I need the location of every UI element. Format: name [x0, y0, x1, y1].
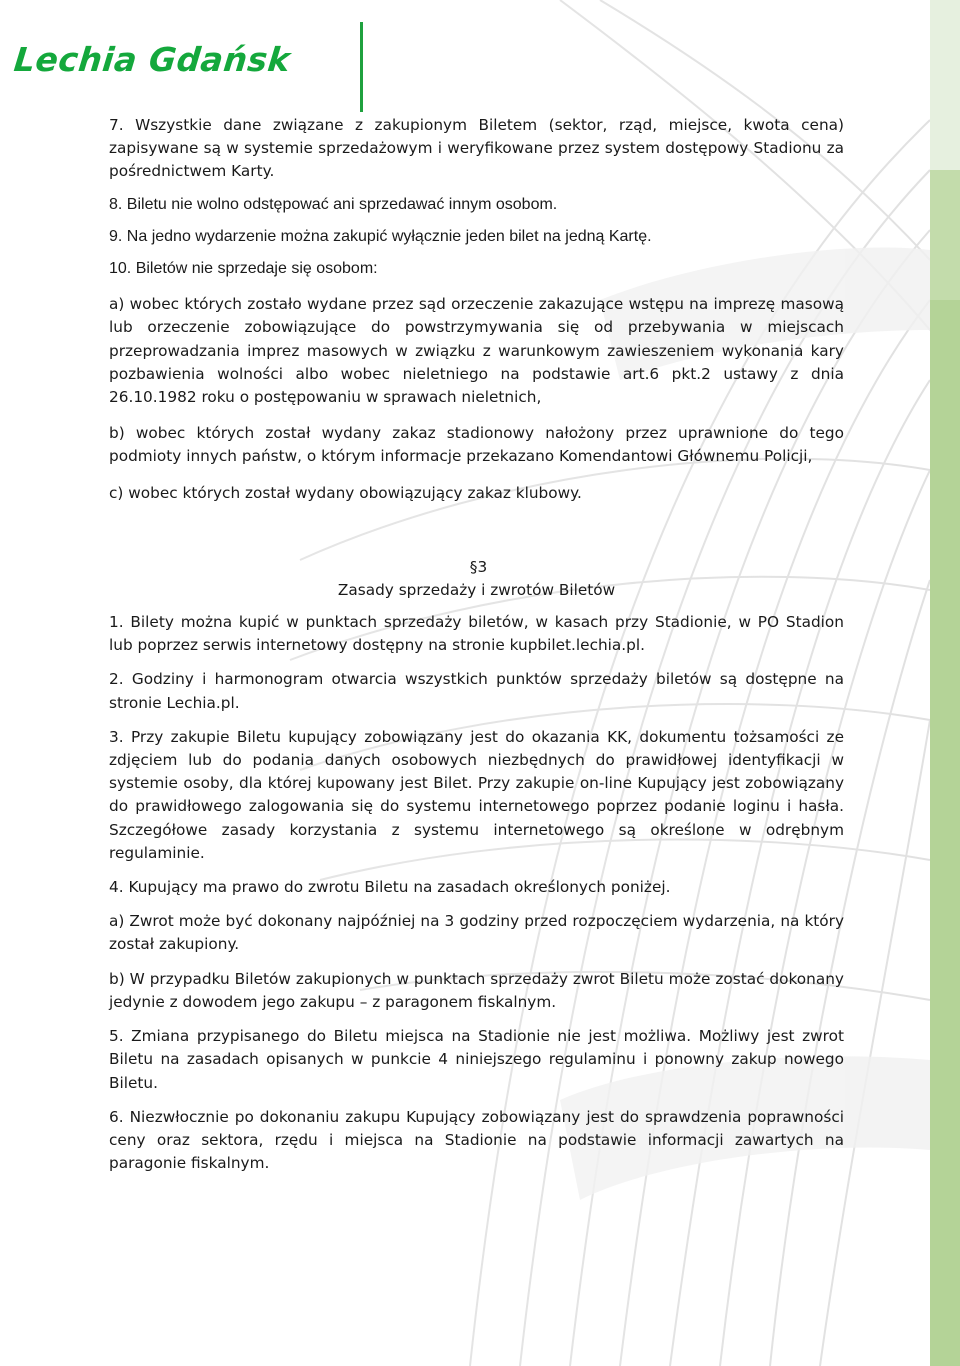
section-paragraph-5: 5. Zmiana przypisanego do Biletu miejsca na Stadionie nie jest możliwa. Możliwy jest zwrot Biletu na zasadach opisanych w punkcie 4 niniejszego regulaminu i ponowny zakup nowego Biletu. [109, 1027, 844, 1092]
logo-divider [360, 22, 363, 112]
section-paragraph-1: 1. Bilety można kupić w punktach sprzedaży biletów, w kasach przy Stadionie, w PO Stadion lub poprzez serwis internetowy dostępny na stronie kupbilet.lechia.pl. [109, 613, 844, 655]
section-number-text: §3 [469, 557, 488, 576]
section-number [109, 556, 844, 579]
section-paragraph-3: 3. Przy zakupie Biletu kupujący zobowiązany jest do okazania KK, dokumentu tożsamości ze zdjęciem lub do podania danych osobowych niezbędnych do prawidłowej identyfikacji w systemie osoby, dla której kupowany jest Bilet. Przy zakupie on-line Kupujący jest zobowiązany do prawidłowego zalogowania się do systemu internetowego poprzez podanie loginu i hasła. Szczegółowe zasady korzystania z systemu internetowego są określone w odrębnym regulaminie. [109, 727, 844, 862]
section-paragraph-4: 4. Kupujący ma prawo do zwrotu Biletu na zasadach określonych poniżej. [109, 878, 671, 897]
section-paragraph-4b: b) W przypadku Biletów zakupionych w punktach sprzedaży zwrot Biletu może zostać dokonany jedynie z dowodem jego zakupu – z paragonem fiskalnym. [109, 969, 844, 1011]
section-title: Zasady sprzedaży i zwrotów Biletów [337, 580, 616, 599]
paragraph-10a: a) wobec których zostało wydane przez sąd orzeczenie zakazujące wstępu na imprezę masową lub orzeczenie zobowiązujące do powstrzymywania się od przebywania w miejscach przeprowadzania imprez masowych w związku z warunkowym zawieszeniem wykonania kary pozbawienia wolności albo wobec nieletniego na podstawie art.6 pkt.2 ustawy z dnia 26.10.1982 roku o postępowaniu w sprawach nieletnich, [109, 295, 844, 407]
section-paragraph-6: 6. Niezwłocznie po dokonaniu zakupu Kupujący zobowiązany jest do sprawdzenia poprawności ceny oraz sektora, rzędu i miejsca na Stadionie na podstawie informacji zawartych na paragonie fiskalnym. [109, 1107, 844, 1173]
regulation-body [109, 114, 844, 1175]
decorative-side-stripe [930, 0, 960, 1366]
paragraph-8: 8. Biletu nie wolno odstępować ani sprzedawać innym osobom. [109, 195, 558, 213]
paragraph-9: 9. Na jedno wydarzenie można zakupić wyłącznie jeden bilet na jedną Kartę. [109, 227, 652, 245]
paragraph-7: 7. Wszystkie dane związane z zakupionym Biletem (sektor, rząd, miejsce, kwota cena) zapisywane są w systemie sprzedażowym i weryfikowane przez system dostępowy Stadionu za pośrednictwem Karty. [109, 116, 844, 181]
paragraph-10c: c) wobec których został wydany obowiązujący zakaz klubowy. [109, 483, 582, 502]
paragraph-10: 10. Biletów nie sprzedaje się osobom: [109, 260, 378, 278]
paragraph-10b: b) wobec których został wydany zakaz stadionowy nałożony przez uprawnione do tego podmioty innych państw, o którym informacje przekazano Komendantowi Głównemu Policji, [109, 424, 844, 466]
club-logo: Lechia Gdańsk [12, 40, 293, 79]
section-paragraph-4a: a) Zwrot może być dokonany najpóźniej na 3 godziny przed rozpoczęciem wydarzenia, na który został zakupiony. [109, 912, 844, 954]
section-paragraph-2: 2. Godziny i harmonogram otwarcia wszystkich punktów sprzedaży biletów są dostępne na stronie Lechia.pl. [109, 670, 844, 712]
